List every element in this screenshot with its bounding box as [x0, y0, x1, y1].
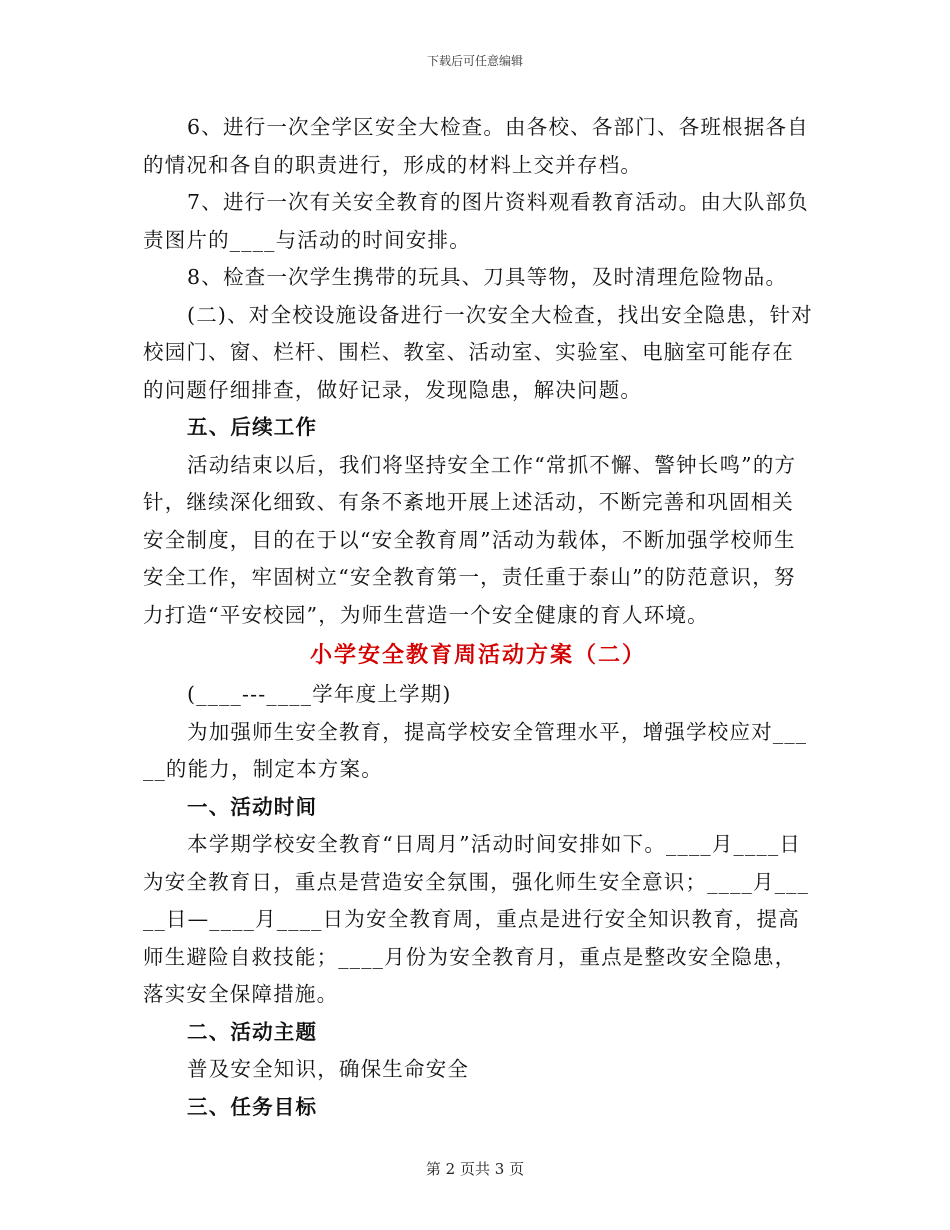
section-heading-3: 三、任务目标	[187, 1094, 318, 1119]
page-header: 下载后可任意编辑	[426, 54, 523, 68]
paragraph-item-8: 8、检查一次学生携带的玩具、刀具等物，及时清理危险物品。	[187, 265, 788, 289]
document-title: 小学安全教育周活动方案（二）	[309, 643, 646, 668]
paragraph-section-2: 普及安全知识，确保生命安全	[187, 1057, 470, 1081]
paragraph-item-6: 6、进行一次全学区安全大检查。由各校、各部门、各班根据各自的情况和各自的职责进行，形成的材料上交并存档。	[143, 115, 809, 177]
section-heading-2: 二、活动主题	[187, 1019, 318, 1044]
school-year-line: (____---____学年度上学期)	[187, 682, 452, 706]
paragraph-section-1: 本学期学校安全教育“日周月”活动时间安排如下。____月____日为安全教育日，重点是营造安全氛围，强化师生安全意识；____月_____日—____月____日为安全教育周，重点是进行安全知识教育，提高师生避险自救技能；____月份为安全教育月，重点是整改安全隐患，落实安全保障措施。	[143, 832, 810, 1006]
paragraph-item-7: 7、进行一次有关安全教育的图片资料观看教育活动。由大队部负责图片的____与活动的时间安排。	[143, 190, 809, 252]
section-heading-5: 五、后续工作	[187, 415, 318, 439]
section-heading-1: 一、活动时间	[187, 794, 318, 819]
paragraph-section-5: 活动结束以后，我们将坚持安全工作“常抓不懈、警钟长鸣”的方针，继续深化细致、有条不紊地开展上述活动，不断完善和巩固相关安全制度，目的在于以“安全教育周”活动为载体，不断加强学校师生安全工作，牢固树立“安全教育第一，责任重于泰山”的防范意识，努力打造“平安校园”，为师生营造一个安全健康的育人环境。	[143, 452, 797, 627]
paragraph-part-2: (二)、对全校设施设备进行一次安全大检查，找出安全隐患，针对校园门、窗、栏杆、围栏、教室、活动室、实验室、电脑室可能存在的问题仔细排查，做好记录，发现隐患，解决问题。	[143, 302, 813, 402]
page-footer: 第 2 页共 3 页	[425, 1160, 525, 1178]
document-body	[143, 109, 813, 1126]
paragraph-intro: 为加强师生安全教育，提高学校安全管理水平，增强学校应对_____的能力，制定本方案。	[143, 719, 808, 781]
